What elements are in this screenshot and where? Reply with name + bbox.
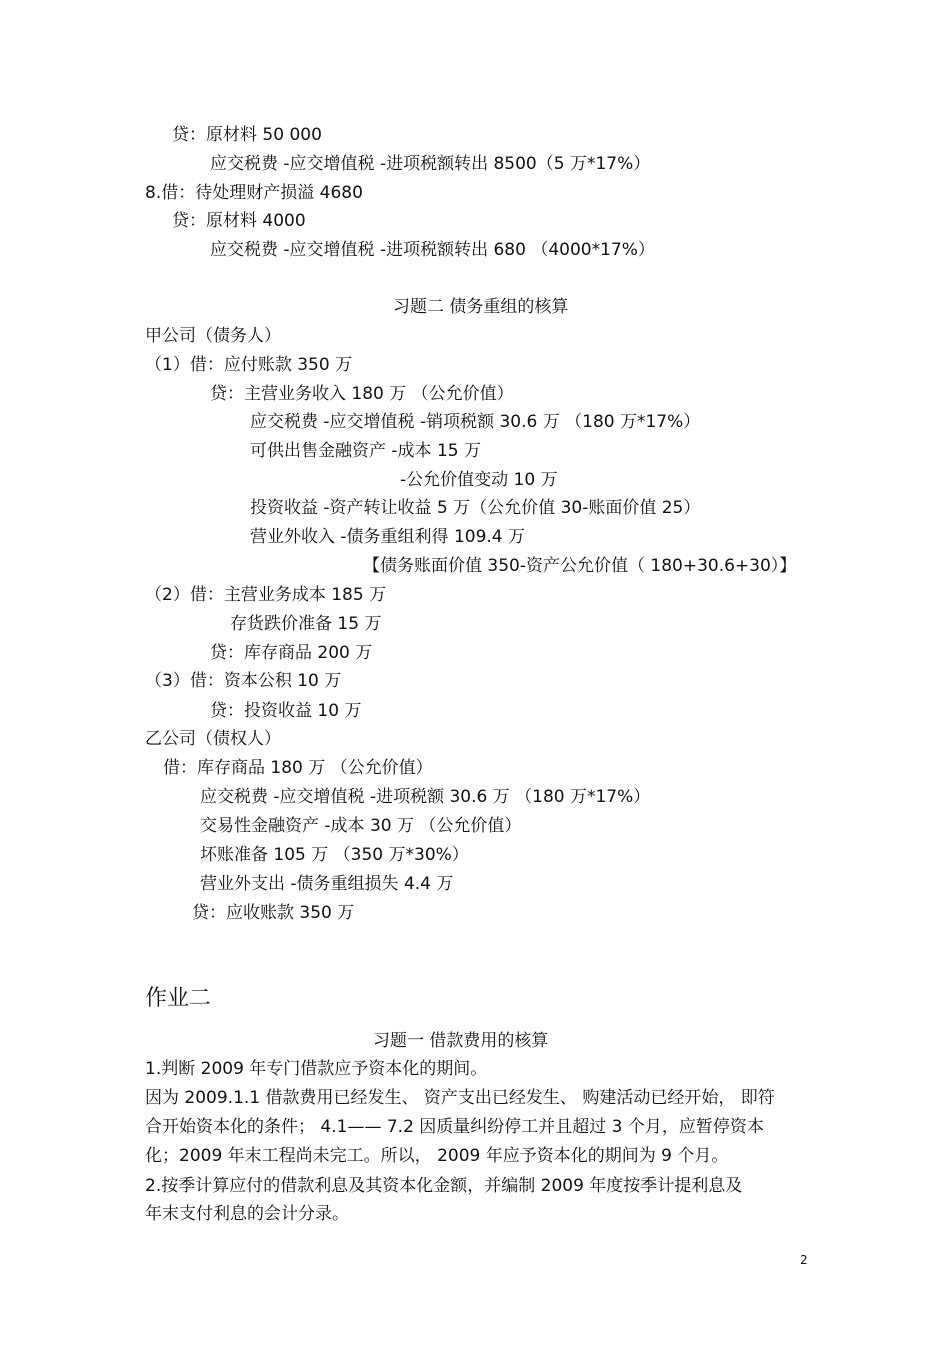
text-line: 2.按季计算应付的借款利息及其资本化金额，并编制 2009 年度按季计提利息及 [145,1176,743,1196]
text-line: 应交税费 -应交增值税 -销项税额 30.6 万 （180 万*17%） [250,412,701,432]
text-line: 甲公司（债务人） [145,326,281,346]
text-line: 化；2009 年末工程尚未完工。所以， 2009 年应予资本化的期间为 9 个月。 [145,1146,729,1166]
text-line: 贷：主营业务收入 180 万 （公允价值） [210,384,514,404]
page-number: 2 [800,1253,808,1267]
text-line: 可供出售金融资产 -成本 15 万 [250,441,481,461]
text-line: （3）借：资本公积 10 万 [145,671,342,691]
text-line: -公允价值变动 10 万 [400,470,558,490]
text-line: 乙公司（债权人） [145,729,281,749]
text-line: 贷：原材料 4000 [172,211,306,231]
text-line: 营业外支出 -债务重组损失 4.4 万 [200,874,454,894]
assignment-heading: 作业二 [145,986,212,1011]
text-line: 应交税费 -应交增值税 -进项税额转出 8500（5 万*17%） [210,154,651,174]
text-line: （2）借：主营业务成本 185 万 [145,585,387,605]
text-line: 应交税费 -应交增值税 -进项税额 30.6 万 （180 万*17%） [200,787,651,807]
text-line: 贷：原材料 50 000 [172,125,322,145]
text-line: 贷：库存商品 200 万 [210,643,373,663]
text-line: 年末支付利息的会计分录。 [145,1204,349,1224]
text-line: 8.借：待处理财产损溢 4680 [145,183,363,203]
text-line: 因为 2009.1.1 借款费用已经发生、 资产支出已经发生、 购建活动已经开始， 即符 [145,1088,775,1108]
text-line: 坏账准备 105 万 （350 万*30%） [200,845,469,865]
text-line: 1.判断 2009 年专门借款应予资本化的期间。 [145,1059,488,1079]
section-heading: 习题一 借款费用的核算 [373,1031,549,1051]
text-line: 交易性金融资产 -成本 30 万 （公允价值） [200,816,522,836]
text-line: 【债务账面价值 350-资产公允价值（ 180+30.6+30）】 [363,556,797,576]
text-line: 贷：投资收益 10 万 [210,701,362,721]
text-line: （1）借：应付账款 350 万 [145,355,353,375]
text-line: 应交税费 -应交增值税 -进项税额转出 680 （4000*17%） [210,240,655,260]
text-line: 投资收益 -资产转让收益 5 万（公允价值 30-账面价值 25） [250,498,701,518]
text-line: 合开始资本化的条件； 4.1—— 7.2 因质量纠纷停工并且超过 3 个月，应暂停资本 [145,1117,764,1137]
section-heading: 习题二 债务重组的核算 [393,297,569,317]
text-line: 贷：应收账款 350 万 [192,903,355,923]
text-line: 借：库存商品 180 万 （公允价值） [163,758,433,778]
text-line: 营业外收入 -债务重组利得 109.4 万 [250,527,526,547]
text-line: 存货跌价准备 15 万 [230,614,382,634]
